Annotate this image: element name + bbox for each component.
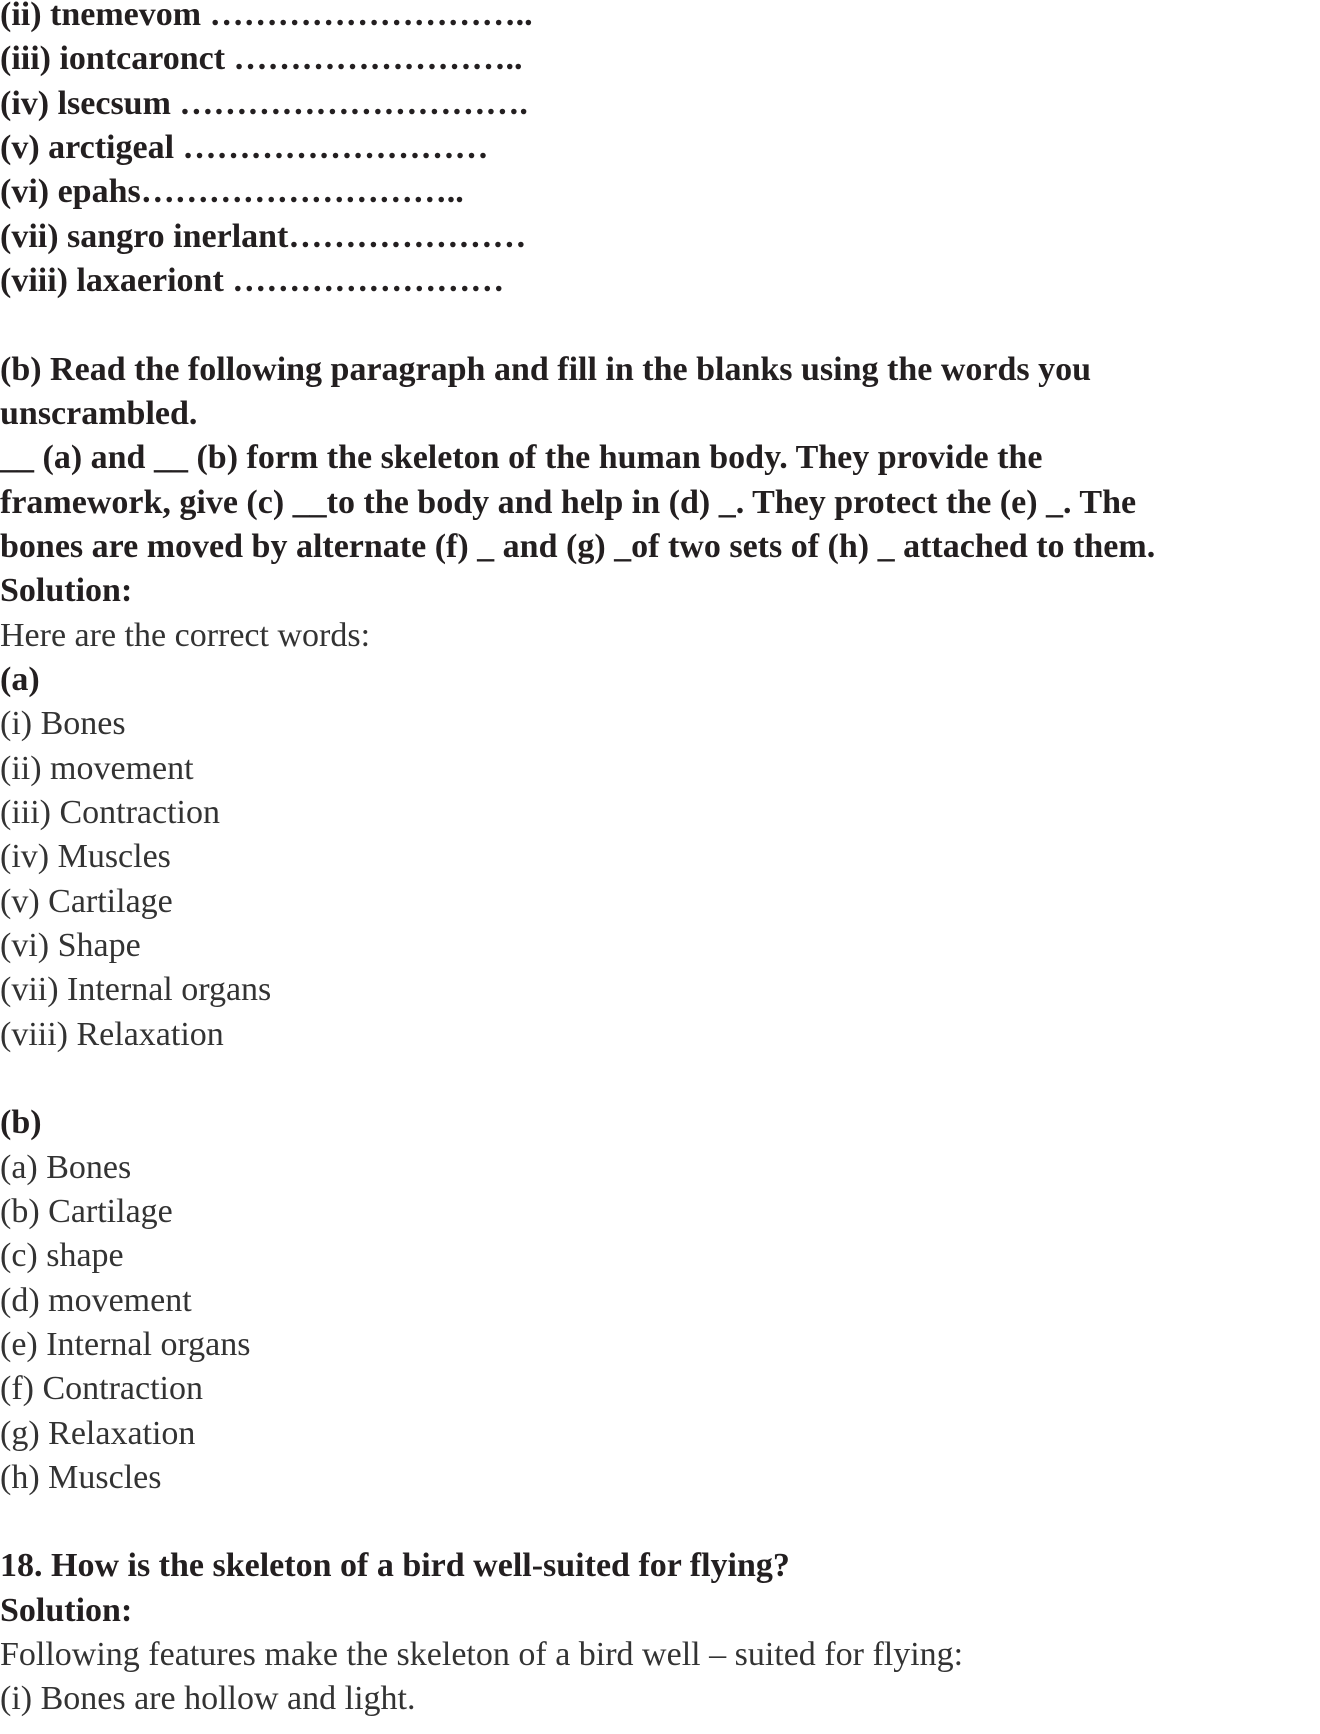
solution-intro: Here are the correct words:: [0, 616, 371, 654]
question-18: [0, 1544, 1320, 1721]
question-paragraph: __ (a) and __ (b) form the skeleton of the human body. They provide the: [0, 439, 1043, 477]
answer-item: (iii) Contraction: [0, 793, 221, 831]
scrambled-word: (vii) sangro inerlant…………………: [0, 217, 527, 255]
part-b-label: (b): [0, 1104, 42, 1142]
answer-item: (viii) Relaxation: [0, 1015, 224, 1053]
question-title: 18. How is the skeleton of a bird well-suited for flying?: [0, 1547, 790, 1585]
answer-item: (c) shape: [0, 1237, 124, 1275]
answer-item: (vi) Shape: [0, 926, 141, 964]
solution-label: Solution:: [0, 1591, 133, 1629]
scrambled-word: (ii) tnemevom ………………………..: [0, 0, 533, 33]
question-b: [0, 348, 1320, 570]
spacer: [0, 1500, 1320, 1544]
spacer: [0, 1057, 1320, 1101]
scrambled-word: (vi) epahs………………………..: [0, 173, 464, 211]
answer-item: (i) Bones: [0, 705, 126, 743]
solution-label: Solution:: [0, 572, 133, 610]
answer-item: (d) movement: [0, 1281, 192, 1319]
scrambled-word: (iv) lsecsum ………………………….: [0, 84, 528, 122]
answer-item: (i) Bones are hollow and light.: [0, 1680, 416, 1718]
answer-item: (f) Contraction: [0, 1370, 203, 1408]
solution-intro: Following features make the skeleton of a bird well – suited for flying:: [0, 1636, 964, 1674]
answer-item: (e) Internal organs: [0, 1325, 251, 1363]
answer-item: (b) Cartilage: [0, 1192, 173, 1230]
answer-item: (vii) Internal organs: [0, 971, 272, 1009]
question-prompt: unscrambled.: [0, 394, 198, 432]
question-prompt: (b) Read the following paragraph and fill in the blanks using the words you: [0, 350, 1092, 388]
answer-item: (g) Relaxation: [0, 1414, 196, 1452]
scrambled-word: (iii) iontcaronct ……………………..: [0, 40, 523, 78]
question-paragraph: bones are moved by alternate (f) _ and (g) _of two sets of (h) _ attached to them.: [0, 527, 1156, 565]
answer-item: (iv) Muscles: [0, 838, 171, 876]
answer-item: (ii) movement: [0, 749, 194, 787]
scrambled-words-list: [0, 0, 1320, 303]
solution-1: [0, 569, 1320, 1500]
question-paragraph: framework, give (c) __to the body and help in (d) _. They protect the (e) _. The: [0, 483, 1137, 521]
answer-item: (h) Muscles: [0, 1458, 162, 1496]
scrambled-word: (viii) laxaeriont ……………………: [0, 261, 505, 299]
answer-item: (v) Cartilage: [0, 882, 173, 920]
answer-item: (a) Bones: [0, 1148, 132, 1186]
spacer: [0, 303, 1320, 347]
scrambled-word: (v) arctigeal ………………………: [0, 128, 489, 166]
part-a-label: (a): [0, 660, 40, 698]
